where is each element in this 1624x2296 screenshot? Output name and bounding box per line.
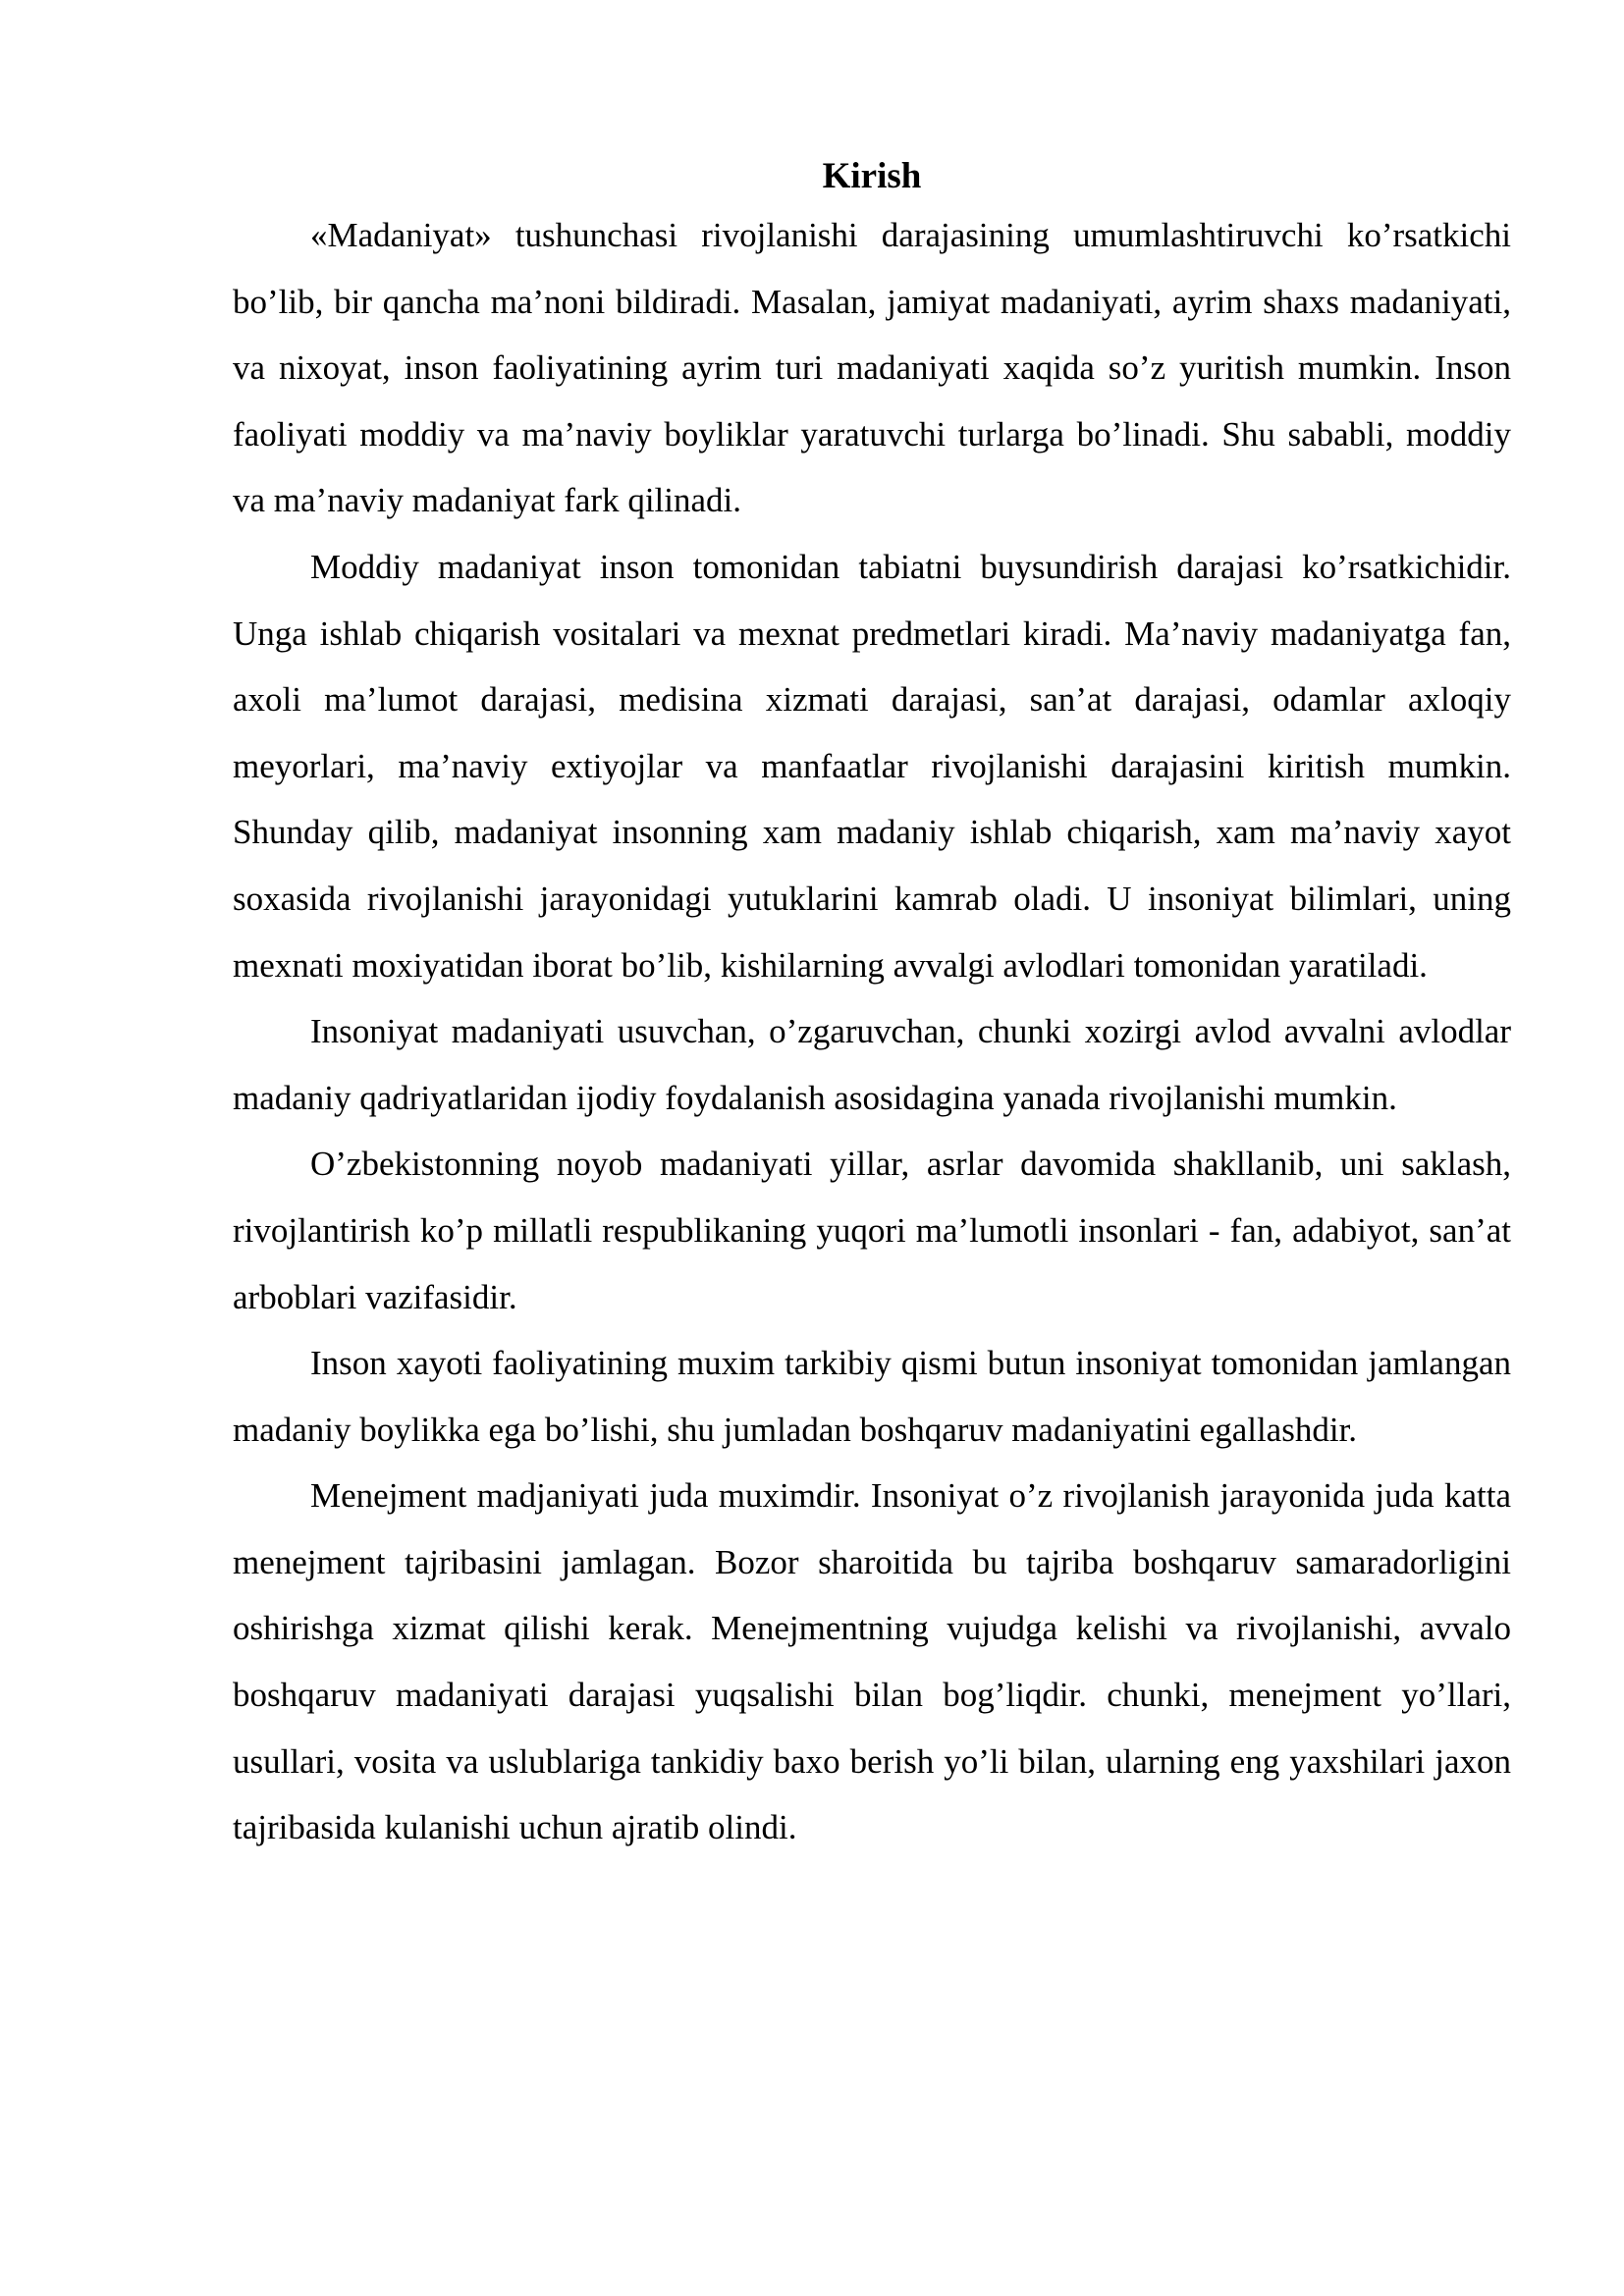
paragraph-5: Inson xayoti faoliyatining muxim tarkibiy qismi butun insoniyat tomonidan jamlangan madaniy boylikka ega bo’lishi, shu jumladan boshqaruv madaniyatini egallashdir. — [233, 1344, 1511, 1449]
paragraph-3: Insoniyat madaniyati usuvchan, o’zgaruvchan, chunki xozirgi avlod avvalni avlodlar madaniy qadriyatlaridan ijodiy foydalanish asosidagina yanada rivojlanishi mumkin. — [233, 1012, 1511, 1117]
paragraph-1: «Madaniyat» tushunchasi rivojlanishi darajasining umumlashtiruvchi ko’rsatkichi bo’lib, bir qancha ma’noni bildiradi. Masalan, jamiyat madaniyati, ayrim shaxs madaniyati, va nixoyat, inson faoliyatining ayrim turi madaniyati xaqida so’z yuritish mumkin. Inson faoliyati moddiy va ma’naviy boyliklar yaratuvchi turlarga bo’linadi. Shu sababli, moddiy va ma’naviy madaniyat fark qilinadi. — [233, 216, 1511, 520]
document-body — [233, 151, 1511, 1861]
page-title: Kirish — [822, 156, 922, 196]
paragraph-2: Moddiy madaniyat inson tomonidan tabiatni buysundirish darajasi ko’rsatkichidir. Unga ishlab chiqarish vositalari va mexnat predmetlari kiradi. Ma’naviy madaniyatga fan, axoli ma’lumot darajasi, medisina xizmati darajasi, san’at darajasi, odamlar axloqiy meyorlari, ma’naviy extiyojlar va manfaatlar rivojlanishi darajasini kiritish mumkin. Shunday qilib, madaniyat insonning xam madaniy ishlab chiqarish, xam ma’naviy xayot soxasida rivojlanishi jarayonidagi yutuklarini kamrab oladi. U insoniyat bilimlari, uning mexnati moxiyatidan iborat bo’lib, kishilarning avvalgi avlodlari tomonidan yaratiladi. — [233, 547, 1511, 985]
paragraph-4: O’zbekistonning noyob madaniyati yillar, asrlar davomida shakllanib, uni saklash, rivojlantirish ko’p millatli respublikaning yuqori ma’lumotli insonlari - fan, adabiyot, san’at arboblari vazifasidir. — [233, 1145, 1511, 1316]
paragraph-6: Menejment madjaniyati juda muximdir. Insoniyat o’z rivojlanish jarayonida juda katta menejment tajribasini jamlagan. Bozor sharoitida bu tajriba boshqaruv samaradorligini oshirishga xizmat qilishi kerak. Menejmentning vujudga kelishi va rivojlanishi, avvalo boshqaruv madaniyati darajasi yuqsalishi bilan bog’liqdir. chunki, menejment yo’llari, usullari, vosita va uslublariga tankidiy baxo berish yo’li bilan, ularning eng yaxshilari jaxon tajribasida kulanishi uchun ajratib olindi. — [233, 1476, 1511, 1847]
